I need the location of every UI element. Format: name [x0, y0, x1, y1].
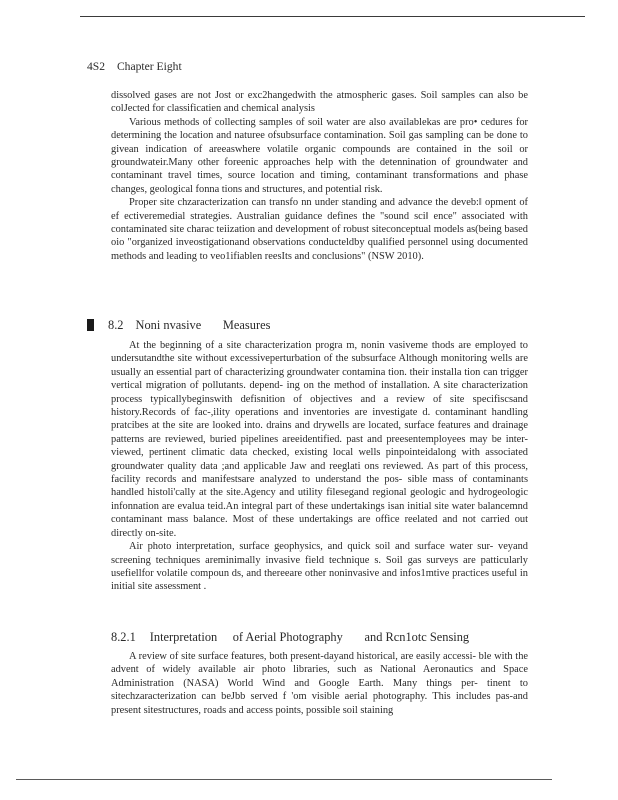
page-number: 4S2 — [87, 60, 106, 73]
paragraph: At the beginning of a site characterization progra m, nonin vasiveme thods are employed to undersutandthe site without excessiveperturbation of the subsurface Although monitoring wells are usually an essential part of characterizing groundwater contamina tion. their installa tion can trigger vertical migration of pollutants. depend- ing on the method of installation. A site characterization process typicallybeginswith defisnition of objectives and a review of site specifiscsand history.Records of fac-,ility operations and inventories are investigate d. contaminant handling pratcibes at the site are looked into. drains and drywells are located, surface features and drainage patterns are reviewed, buried pipelines areeidentified. past and preesentemployees may be inter- viewed, pertinent climatic data checked, existing local wells pinpointeidalong with associated groundwater quality data ;and applicable Jaw and reeglati ons reviewed. As part of this process, facility records and manifestsare analyzed to understand the pos- sible mass of contaminants handled histoli'cally at the site.Agency and utility filesegand regional geologic and hydrogeologic infonnation are evalua teid.An integral part of these undertakings isan initial site water balancemnd contaminant mass balance. Most of these undertakings are office reelated and not carried out directly on-site. — [111, 340, 528, 539]
paragraph: Proper site chzaracterization can transfo nn under standing and advance the deveb:ǁ opment of ef ectiveremedial strategies. Australian guidance defines the "sound sciǁ ence" associated with contaminated site charac teiization and development of robust siteconceptual models as(being based oio "organized inveostigationand observations conducteldby qualified personnel using documented methods and leading to veo1ifiablen reesIts and conclusions" (NSW 2010). — [111, 197, 528, 262]
intro-text-block — [111, 89, 528, 263]
bottom-rule — [16, 779, 552, 780]
subsection-text-block — [111, 650, 528, 717]
top-rule — [80, 16, 585, 17]
section-marker — [87, 319, 94, 331]
section-title: Noni nvasive Measures — [135, 318, 271, 332]
chapter-title: Chapter Eight — [116, 60, 182, 73]
paragraph: Air photo interpretation, surface geophysics, and quick soil and surface water sur- veyand screening techniques areminimally invasive field technique s. Soil gas surveys are patticularly usefiellfor volatile compoun ds, and thereeare other noninvasive and infos1mtive practices useful in initial site assessment . — [111, 541, 528, 593]
section-heading — [87, 318, 270, 333]
subsection-number: 8.2.1 — [111, 630, 136, 644]
paragraph: A review of site surface features, both present-dayand historical, are easily accessi- ble with the advent of widely available air photo libraries, such as National Aeronautics and Space Administration (NASA) World Wind and Google Earth. Many things per- tinent to sitechzaracterization can beJbb served f 'om visible aerial photography. This includes pas-and present sitestructures, roads and access points, possible soil staining — [111, 651, 528, 716]
section-text-block — [111, 339, 528, 594]
section-number: 8.2 — [108, 318, 124, 332]
subsection-title: Interpretation of Aerial Photography and Rcn1otc Sensing — [149, 630, 470, 644]
subsection-heading — [111, 630, 469, 645]
paragraph: Various methods of collecting samples of soil water are also availablekas are pro• cedures for determining the location and naturee ofsubsurface contamination. Soil gas sampling can be done to givean indication of areeaswhere volatile organic compounds are contained in the soil or groundwateir.Many other foreenic approaches help with the detennination of groundwater and contaminant travel times, source location and timing, contaminant transformations and phase changes, geological fonna tions and structures, and potential risk. — [111, 116, 528, 195]
running-head — [87, 60, 191, 73]
paragraph: dissolved gases are not Jost or exc2hangedwith the atmospheric gases. Soil samples can also be colJected for classificatien and chemical analysis — [111, 90, 528, 115]
